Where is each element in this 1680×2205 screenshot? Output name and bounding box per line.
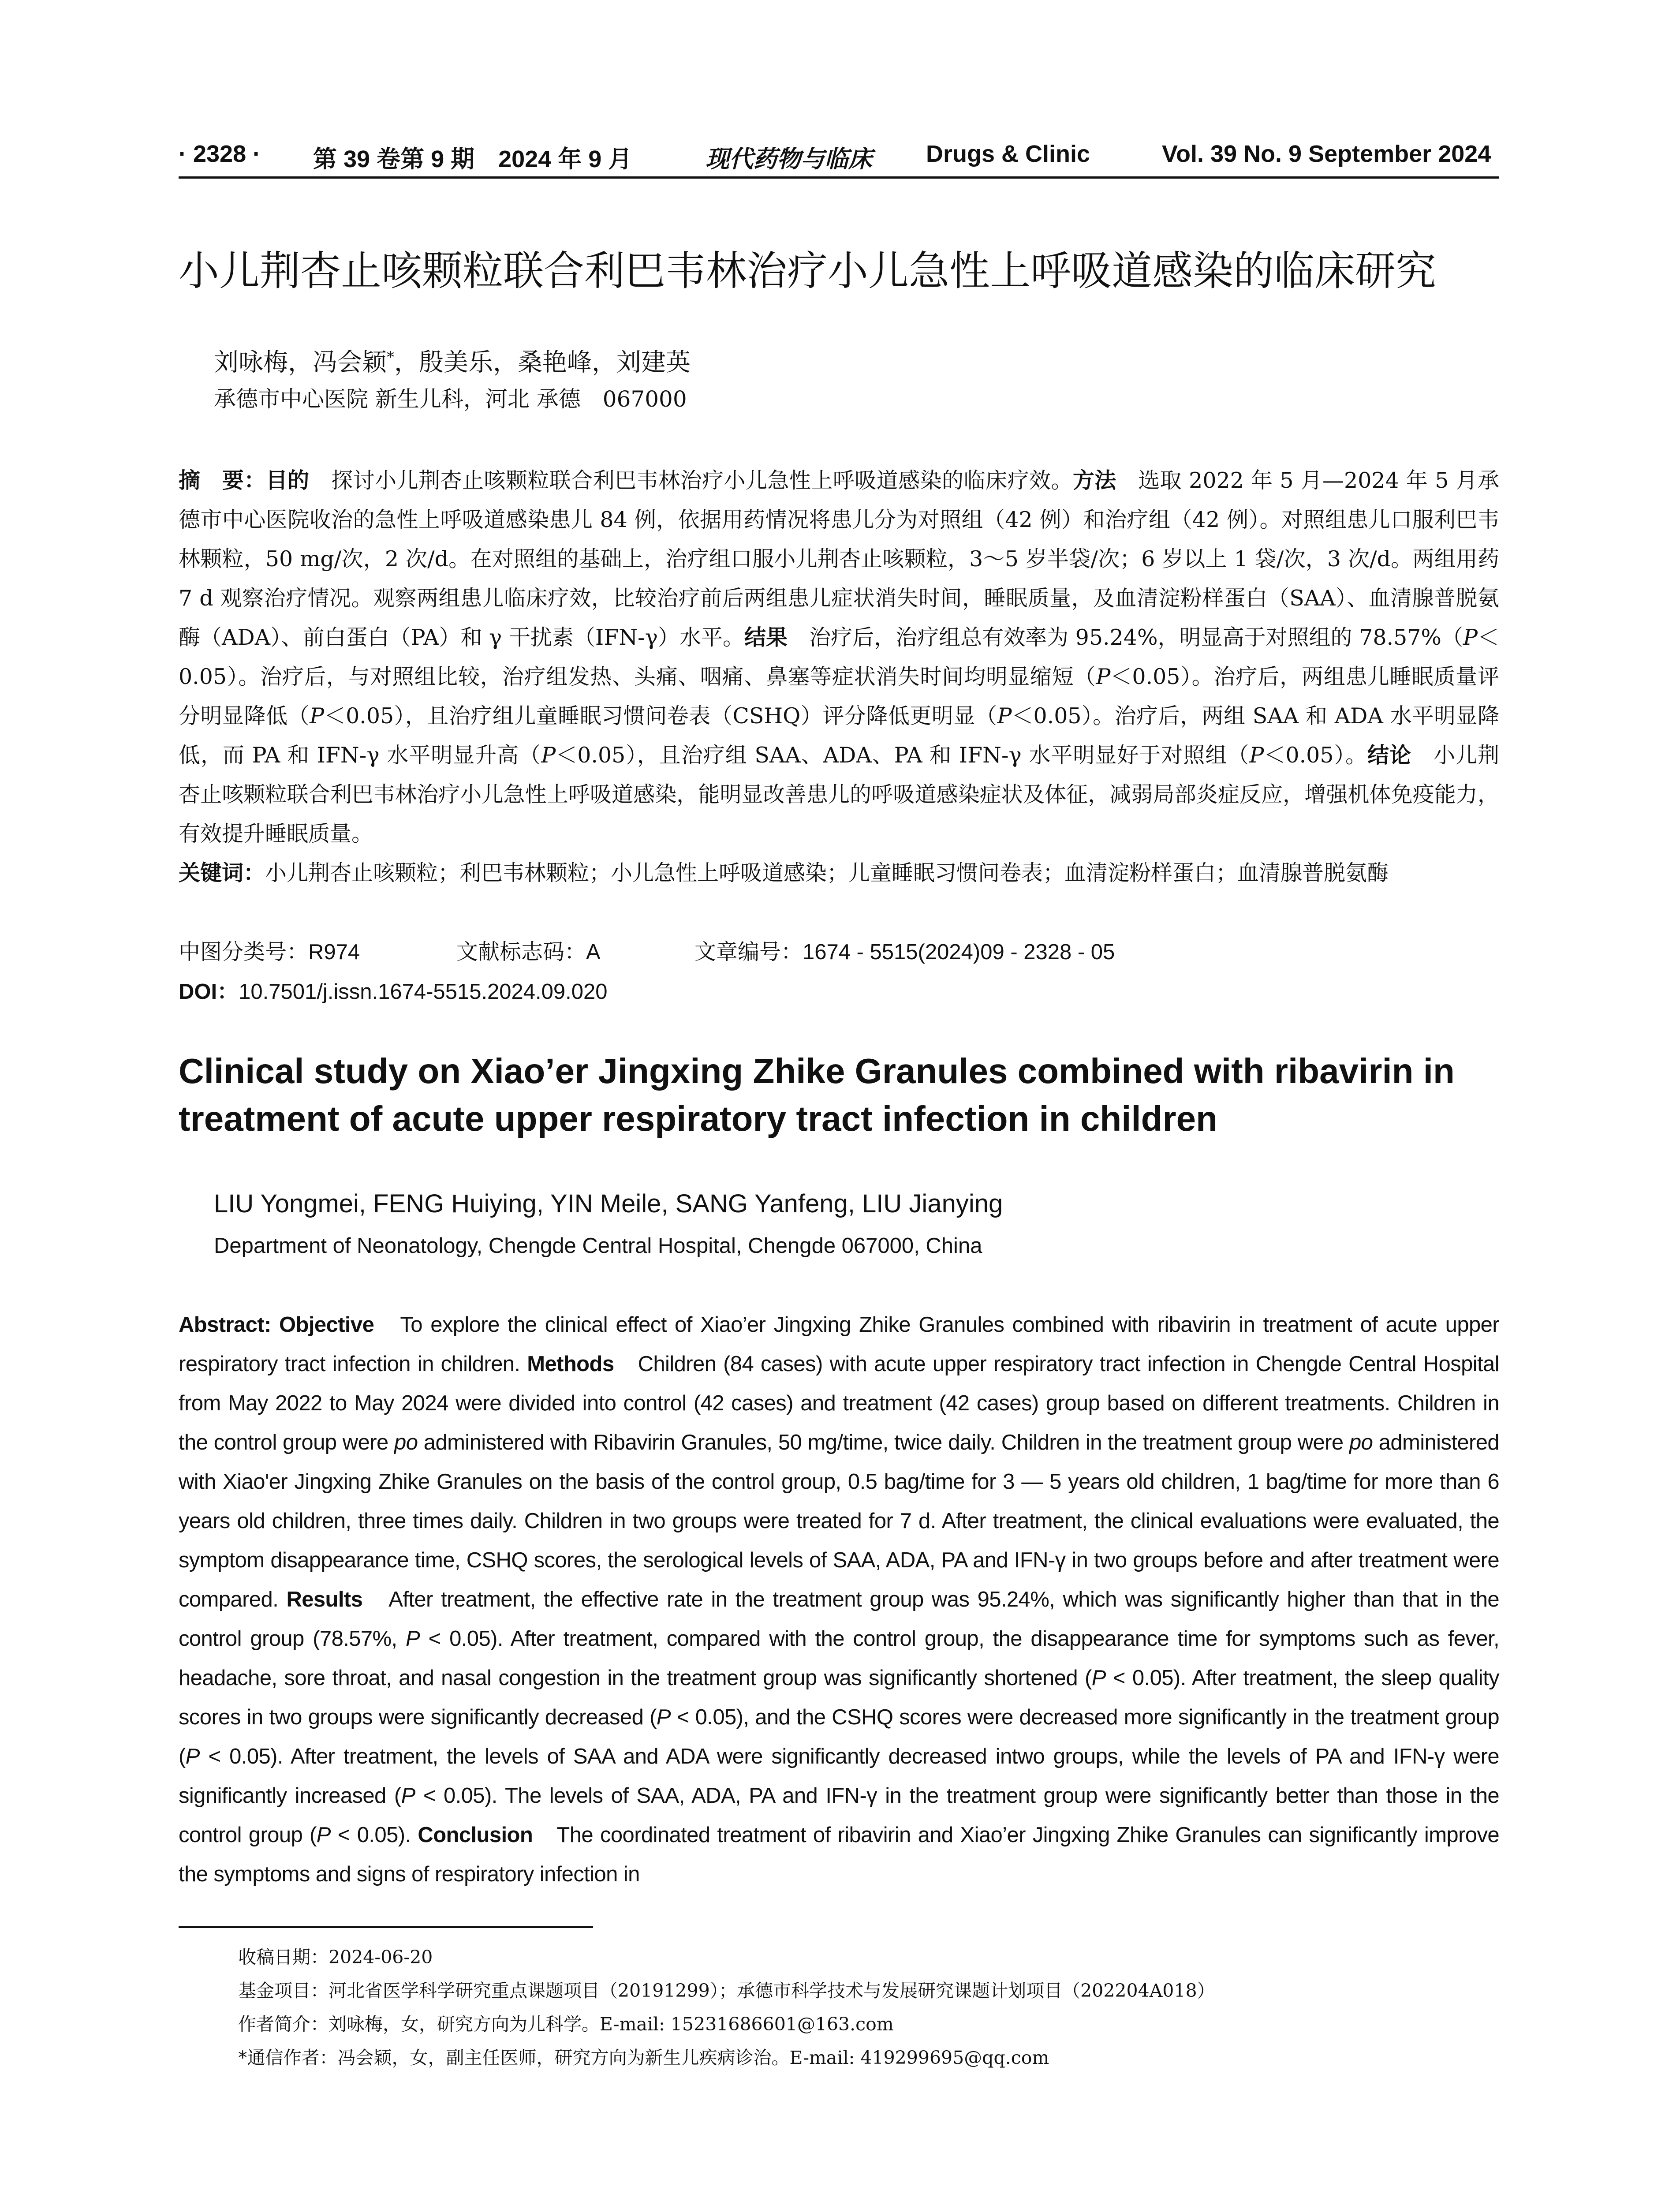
document-code: 文献标志码：A <box>456 940 601 964</box>
chinese-authors: 刘咏梅，冯会颖*，殷美乐，桑艳峰，刘建英 <box>214 348 691 377</box>
clc-number: 中图分类号：R974 <box>179 940 360 964</box>
chinese-abstract: 摘 要：目的 探讨小儿荆杏止咳颗粒联合利巴韦林治疗小儿急性上呼吸道感染的临床疗效。方法 选取 2022 年 5 月—2024 年 5 月承德市中心医院收治的急性上呼吸道感染患儿 84 例，依据用药情况将患儿分为对照组（42 例）和治疗组（42 例）。对照组患儿口服利巴韦林颗粒，50 mg/次，2 次/d。在对照组的基础上，治疗组口服小儿荆杏止咳颗粒，3～5 岁半袋/次；6 岁以上 1 袋/次，3 次/d。两组用药 7 d 观察治疗情况。观察两组患儿临床疗效，比较治疗前后两组患儿症状消失时间，睡眠质量，及血清淀粉样蛋白（SAA）、血清腺普脱氨酶（ADA）、前白蛋白（PA）和 γ 干扰素（IFN-γ）水平。结果 治疗后，治疗组总有效率为 95.24%，明显高于对照组的 78.57%（P＜0.05）。治疗后，与对照组比较，治疗组发热、头痛、咽痛、鼻塞等症状消失时间均明显缩短（P＜0.05）。治疗后，两组患儿睡眠质量评分明显降低（P＜0.05），且治疗组儿童睡眠习惯问卷表（CSHQ）评分降低更明显（P＜0.05）。治疗后，两组 SAA 和 ADA 水平明显降低，而 PA 和 IFN-γ 水平明显升高（P＜0.05），且治疗组 SAA、ADA、PA 和 IFN-γ 水平明显好于对照组（P＜0.05）。结论 小儿荆杏止咳颗粒联合利巴韦林治疗小儿急性上呼吸道感染，能明显改善患儿的呼吸道感染症状及体征，减弱局部炎症反应，增强机体免疫能力，有效提升睡眠质量。 <box>179 468 1500 846</box>
article-number: 文章编号：1674 - 5515(2024)09 - 2328 - 05 <box>694 940 1115 964</box>
footnote-received: 收稿日期：2024-06-20 <box>238 1947 433 1968</box>
chinese-affiliation: 承德市中心医院 新生儿科，河北 承德 067000 <box>214 386 687 412</box>
conclusion-label-en: Conclusion <box>418 1823 533 1847</box>
header-rule <box>179 176 1499 179</box>
english-title: Clinical study on Xiao’er Jingxing Zhike Granules combined with ribavirin in treatment of acute upper respiratory tract infection in children <box>179 1051 1455 1138</box>
doi-line <box>179 972 608 1012</box>
footnote-corresponding: *通信作者：冯会颖，女，副主任医师，研究方向为新生儿疾病诊治。E-mail: 419299695@qq.com <box>238 2047 1049 2068</box>
chinese-keywords: 关键词：小儿荆杏止咳颗粒；利巴韦林颗粒；小儿急性上呼吸道感染；儿童睡眠习惯问卷表；血清淀粉样蛋白；血清腺普脱氨酶 <box>179 860 1389 886</box>
doi-value[interactable]: 10.7501/j.issn.1674-5515.2024.09.020 <box>239 980 608 1004</box>
results-label: 结果 <box>744 625 788 650</box>
chinese-title: 小儿荆杏止咳颗粒联合利巴韦林治疗小儿急性上呼吸道感染的临床研究 <box>179 247 1437 295</box>
abstract-objective-label: Abstract: Objective <box>179 1313 374 1337</box>
volume-issue-en: Vol. 39 No. 9 September 2024 <box>1162 141 1491 167</box>
footnotes <box>238 1940 1499 2074</box>
abstract-label: 摘 要： <box>179 468 266 493</box>
journal-name-cn: 现代药物与临床 <box>706 145 872 173</box>
methods-label-en: Methods <box>527 1352 614 1376</box>
english-authors: LIU Yongmei, FENG Huiying, YIN Meile, SANG Yanfeng, LIU Jianying <box>214 1189 1003 1218</box>
running-header <box>179 140 1499 176</box>
doi-label: DOI： <box>179 980 239 1004</box>
conclusion-label: 结论 <box>1367 743 1411 768</box>
page-number: · 2328 · <box>179 141 261 167</box>
footnote-fund: 基金项目：河北省医学科学研究重点课题项目（20191299）；承德市科学技术与发展研究课题计划项目（202204A018） <box>238 1980 1215 2001</box>
footnote-author-bio: 作者简介：刘咏梅，女，研究方向为儿科学。E-mail: 15231686601@163.com <box>238 2014 894 2035</box>
methods-label: 方法 <box>1072 468 1116 493</box>
corresponding-mark: * <box>387 348 394 366</box>
objective-label: 目的 <box>265 468 310 493</box>
english-affiliation: Department of Neonatology, Chengde Central Hospital, Chengde 067000, China <box>214 1234 982 1258</box>
journal-name-en: Drugs & Clinic <box>926 141 1090 167</box>
keywords-label: 关键词： <box>179 860 265 886</box>
english-abstract: Abstract: Objective To explore the clinical effect of Xiao’er Jingxing Zhike Granules combined with ribavirin in treatment of acute upper respiratory tract infection in children. Methods Children (84 cases) with acute upper respiratory tract infection in Chengde Central Hospital from May 2022 to May 2024 were divided into control (42 cases) and treatment (42 cases) group based on different treatments. Children in the control group were po administered with Ribavirin Granules, 50 mg/time, twice daily. Children in the treatment group were po administered with Xiao'er Jingxing Zhike Granules on the basis of the control group, 0.5 bag/time for 3 — 5 years old children, 1 bag/time for more than 6 years old children, three times daily. Children in two groups were treated for 7 d. After treatment, the clinical evaluations were evaluated, the symptom disappearance time, CSHQ scores, the serological levels of SAA, ADA, PA and IFN-γ in two groups before and after treatment were compared. Results After treatment, the effective rate in the treatment group was 95.24%, which was significantly higher than that in the control group (78.57%, P < 0.05). After treatment, compared with the control group, the disappearance time for symptoms such as fever, headache, sore throat, and nasal congestion in the treatment group was significantly shortened (P < 0.05). After treatment, the sleep quality scores in two groups were significantly decreased (P < 0.05), and the CSHQ scores were decreased more significantly in the treatment group (P < 0.05). After treatment, the levels of SAA and ADA were significantly decreased intwo groups, while the levels of PA and IFN-γ were significantly increased (P < 0.05). The levels of SAA, ADA, PA and IFN-γ in the treatment group were significantly better than those in the control group (P < 0.05). Conclusion The coordinated treatment of ribavirin and Xiao’er Jingxing Zhike Granules can significantly improve the symptoms and signs of respiratory infection in <box>179 1313 1500 1886</box>
footnote-rule <box>179 1926 593 1928</box>
results-label-en: Results <box>286 1588 363 1611</box>
volume-issue-cn: 第 39 卷第 9 期 2024 年 9 月 <box>313 146 632 172</box>
